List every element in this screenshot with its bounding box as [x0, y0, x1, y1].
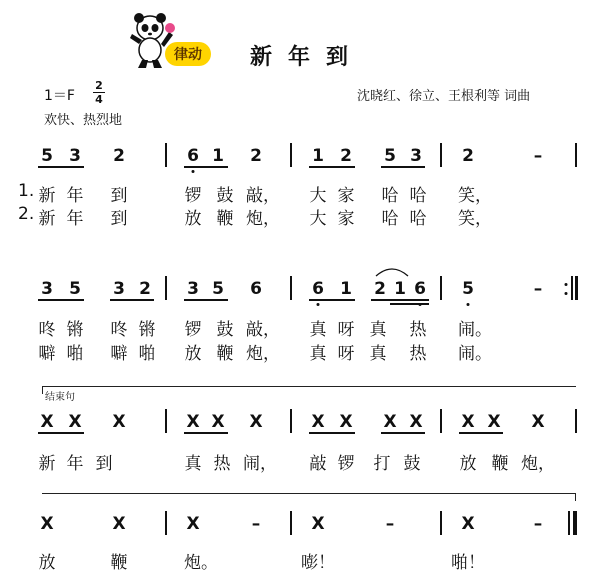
lyric: 啪 — [66, 344, 84, 364]
lyric: 真 — [309, 344, 327, 364]
note: X — [311, 514, 325, 534]
lyric: 锣 — [337, 454, 355, 474]
verse-number: 1. — [18, 181, 35, 201]
lyric: 咚 — [110, 320, 128, 340]
lyric: 噼 — [110, 344, 128, 364]
key-signature: 1＝F — [44, 88, 75, 104]
lyric: 咚 — [38, 320, 56, 340]
note: 1 — [340, 279, 352, 299]
note: X — [383, 412, 397, 432]
note: – — [533, 146, 543, 166]
lyric: 到 — [110, 209, 128, 229]
rhythm-badge: 律动 — [165, 42, 211, 66]
final-bar — [568, 511, 570, 535]
note: 6 — [187, 146, 199, 166]
lyric: 锵 — [138, 320, 156, 340]
lyric: 嘭！ — [301, 553, 335, 573]
lyric: 噼 — [38, 344, 56, 364]
final-bar-thick — [573, 511, 577, 535]
lyric: 家 — [337, 186, 355, 206]
bar-line — [290, 409, 292, 433]
bar-line — [165, 143, 167, 167]
repeat-bar — [571, 276, 573, 300]
lyric: 放 — [459, 454, 477, 474]
lyric: 敲， — [246, 320, 280, 340]
note: 6 — [414, 279, 426, 299]
lyric: 年 — [66, 186, 84, 206]
note: X — [461, 514, 475, 534]
lyric: 新 — [38, 454, 56, 474]
lyric: 闹， — [243, 454, 277, 474]
lyric: 哈 — [381, 209, 399, 229]
note: 2 — [374, 279, 386, 299]
lyric: 敲， — [246, 186, 280, 206]
lyric: 鞭 — [216, 209, 234, 229]
bar-line — [290, 511, 292, 535]
bar-line — [440, 143, 442, 167]
lyric: 鞭 — [216, 344, 234, 364]
note: X — [186, 412, 200, 432]
ending-bracket-continued — [42, 493, 576, 494]
note: X — [311, 412, 325, 432]
lyric: 鼓 — [403, 454, 421, 474]
lyric: 啪！ — [451, 553, 485, 573]
slur — [374, 264, 410, 278]
note: – — [533, 514, 543, 534]
note: 1 — [212, 146, 224, 166]
note: X — [249, 412, 263, 432]
lyric: 鞭 — [491, 454, 509, 474]
lyric: 炮， — [521, 454, 555, 474]
note: 5 — [462, 279, 474, 299]
repeat-bar-thick — [575, 276, 578, 300]
time-bottom: 4 — [95, 93, 103, 106]
note: X — [487, 412, 501, 432]
note: 2 — [139, 279, 151, 299]
lyric: 真 — [369, 320, 387, 340]
lyric: 鼓 — [216, 186, 234, 206]
note: X — [40, 412, 54, 432]
lyric: 放 — [38, 553, 56, 573]
lyric: 笑， — [458, 209, 492, 229]
lyric: 热 — [409, 320, 427, 340]
bar-line — [440, 409, 442, 433]
note: X — [68, 412, 82, 432]
note: 3 — [69, 146, 81, 166]
lyric: 笑， — [458, 186, 492, 206]
note: 5 — [41, 146, 53, 166]
lyric: 大 — [309, 209, 327, 229]
lyric: 大 — [309, 186, 327, 206]
lyric: 哈 — [381, 186, 399, 206]
bar-line — [575, 143, 577, 167]
lyric: 炮。 — [184, 553, 218, 573]
note: 3 — [113, 279, 125, 299]
note: X — [112, 514, 126, 534]
lyric: 哈 — [409, 186, 427, 206]
lyric: 热 — [213, 454, 231, 474]
credits: 沈晓红、徐立、王根利等 词曲 — [357, 89, 531, 104]
lyric: 真 — [309, 320, 327, 340]
lyric: 年 — [66, 209, 84, 229]
lyric: 呀 — [337, 320, 355, 340]
verse-number: 2. — [18, 204, 35, 224]
lyric: 呀 — [337, 344, 355, 364]
note: 6 — [250, 279, 262, 299]
bar-line — [440, 511, 442, 535]
note: X — [186, 514, 200, 534]
lyric: 炮， — [246, 209, 280, 229]
note: 5 — [69, 279, 81, 299]
lyric: 鼓 — [216, 320, 234, 340]
lyric: 新 — [38, 209, 56, 229]
note: X — [112, 412, 126, 432]
bar-line — [165, 511, 167, 535]
note: 3 — [410, 146, 422, 166]
song-title: 新年到 — [250, 45, 365, 70]
lyric: 家 — [337, 209, 355, 229]
note: X — [339, 412, 353, 432]
note: 3 — [41, 279, 53, 299]
lyric: 敲 — [309, 454, 327, 474]
lyric: 放 — [184, 209, 202, 229]
lyric: 打 — [373, 454, 391, 474]
note: 2 — [462, 146, 474, 166]
lyric: 锣 — [184, 186, 202, 206]
note: – — [385, 514, 395, 534]
lyric: 闹。 — [458, 320, 492, 340]
lyric: 热 — [409, 344, 427, 364]
lyric: 真 — [184, 454, 202, 474]
bar-line — [290, 143, 292, 167]
note: 2 — [340, 146, 352, 166]
lyric: 年 — [66, 454, 84, 474]
lyric: 鞭 — [110, 553, 128, 573]
bar-line — [165, 409, 167, 433]
time-top: 2 — [95, 79, 103, 92]
lyric: 锵 — [66, 320, 84, 340]
lyric: 哈 — [409, 209, 427, 229]
note: X — [409, 412, 423, 432]
lyric: 到 — [95, 454, 113, 474]
note: – — [251, 514, 261, 534]
ending-bracket — [42, 386, 576, 387]
note: 2 — [113, 146, 125, 166]
note: 1 — [394, 279, 406, 299]
lyric: 炮， — [246, 344, 280, 364]
bar-line — [575, 409, 577, 433]
note: 3 — [187, 279, 199, 299]
note: X — [40, 514, 54, 534]
note: 5 — [384, 146, 396, 166]
note: 6 — [312, 279, 324, 299]
ending-label: 结束句 — [45, 392, 75, 403]
note: X — [531, 412, 545, 432]
lyric: 啪 — [138, 344, 156, 364]
note: X — [211, 412, 225, 432]
bar-line — [165, 276, 167, 300]
note: 2 — [250, 146, 262, 166]
lyric: 到 — [110, 186, 128, 206]
lyric: 真 — [369, 344, 387, 364]
bar-line — [290, 276, 292, 300]
tempo-marking: 欢快、热烈地 — [44, 113, 123, 128]
lyric: 放 — [184, 344, 202, 364]
note: – — [533, 279, 543, 299]
note: 5 — [212, 279, 224, 299]
note: 1 — [312, 146, 324, 166]
note: X — [461, 412, 475, 432]
lyric: 闹。 — [458, 344, 492, 364]
bar-line — [440, 276, 442, 300]
time-signature — [91, 79, 107, 106]
lyric: 锣 — [184, 320, 202, 340]
lyric: 新 — [38, 186, 56, 206]
